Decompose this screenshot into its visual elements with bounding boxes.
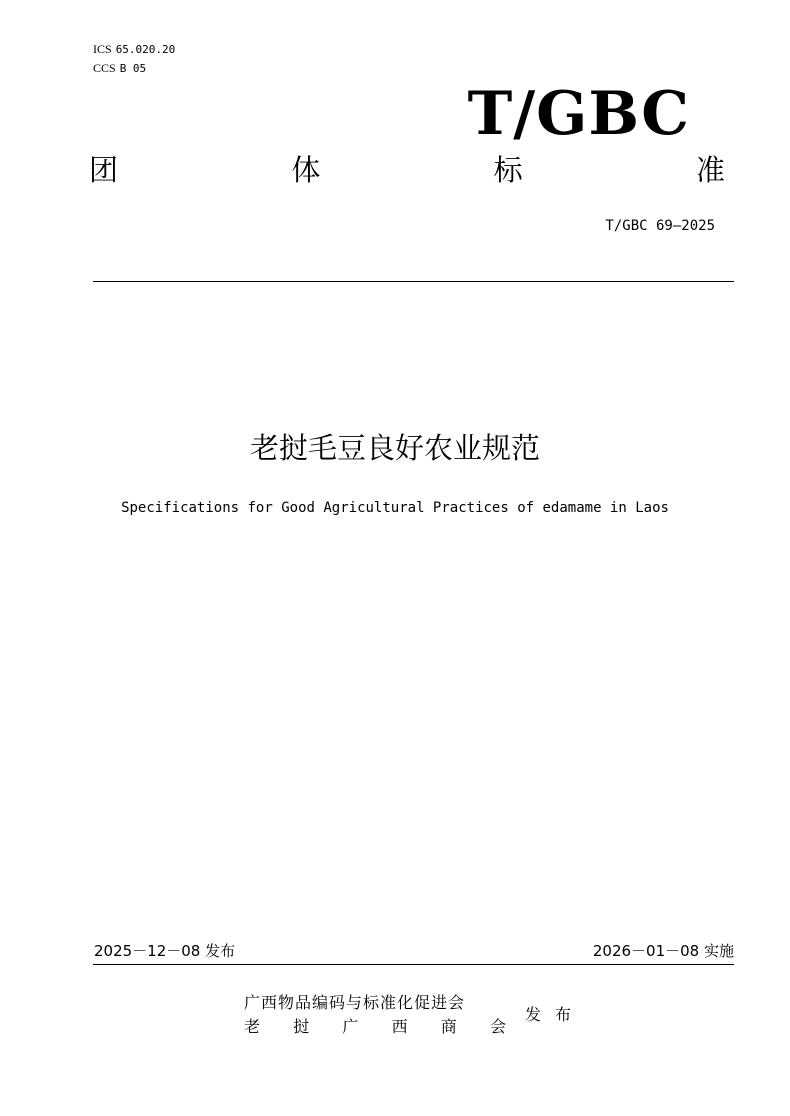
standard-type-char: 团 [89,153,119,187]
issue-date: 2025－12－08 发布 [94,942,236,960]
ccs-value: B 05 [119,62,147,75]
standard-logo: T/GBC [467,79,690,149]
ics-label: ICS [93,42,112,56]
standard-type-char: 标 [493,153,523,187]
publisher-org-2-char: 商 [440,1017,457,1036]
standard-type-char: 体 [291,153,321,187]
classification-codes [93,40,175,78]
publisher-org-2-char: 挝 [293,1017,310,1036]
publisher-org-2-char: 老 [244,1017,261,1036]
publisher-org-2 [244,1016,506,1038]
ccs-code [93,59,175,78]
document-title-chinese: 老挝毛豆良好农业规范 [249,431,540,465]
header-divider [93,281,734,282]
footer-divider [93,964,734,965]
standard-type [89,150,725,190]
publisher-org-1: 广西物品编码与标准化促进会 [244,993,466,1012]
ics-value: 65.020.20 [115,43,176,56]
publisher-org-2-char: 会 [489,1017,506,1036]
ccs-label: CCS [93,61,116,75]
implementation-date: 2026－01－08 实施 [592,942,734,960]
publisher-block [244,992,584,1042]
document-title-english: Specifications for Good Agricultural Practices of edamame in Laos [121,500,669,516]
standard-type-char: 准 [695,153,725,187]
publisher-org-2-char: 广 [342,1017,359,1036]
publisher-org-2-char: 西 [391,1017,408,1036]
publish-word: 发布 [525,1005,586,1024]
standard-number: T/GBC 69—2025 [605,218,715,234]
ics-code [93,40,175,59]
